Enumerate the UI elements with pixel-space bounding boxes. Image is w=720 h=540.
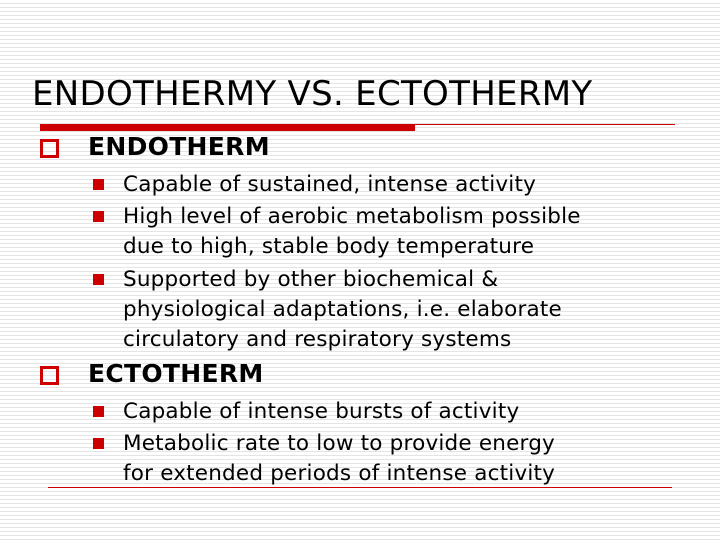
bullet-line: Metabolic rate to low to provide energy xyxy=(123,431,555,456)
bullet-text xyxy=(123,265,683,355)
filled-square-icon xyxy=(93,179,104,190)
bullet-text xyxy=(123,397,683,427)
title-underline-thin xyxy=(415,124,675,125)
bullet-line: physiological adaptations, i.e. elaborate xyxy=(123,297,562,322)
title-underline-thick xyxy=(40,124,415,131)
bullet-line: Capable of sustained, intense activity xyxy=(123,172,537,197)
filled-square-icon xyxy=(93,438,104,449)
bottom-rule xyxy=(48,487,672,488)
bullet-line: circulatory and respiratory systems xyxy=(123,327,512,352)
filled-square-icon xyxy=(93,406,104,417)
bullet-text xyxy=(123,429,683,489)
bullet-line: Supported by other biochemical & xyxy=(123,267,499,292)
section-label-endotherm: ENDOTHERM xyxy=(88,132,270,161)
bullet-text xyxy=(123,170,683,200)
hollow-square-icon xyxy=(40,366,59,385)
bullet-text xyxy=(123,202,683,262)
filled-square-icon xyxy=(93,274,104,285)
bullet-line: Capable of intense bursts of activity xyxy=(123,399,520,424)
slide-title: ENDOTHERMY VS. ECTOTHERMY xyxy=(32,74,593,114)
bullet-line: for extended periods of intense activity xyxy=(123,461,556,486)
filled-square-icon xyxy=(93,211,104,222)
bullet-line: due to high, stable body temperature xyxy=(123,234,535,259)
hollow-square-icon xyxy=(40,139,59,158)
section-label-ectotherm: ECTOTHERM xyxy=(88,359,264,388)
bullet-line: High level of aerobic metabolism possible xyxy=(123,204,581,229)
